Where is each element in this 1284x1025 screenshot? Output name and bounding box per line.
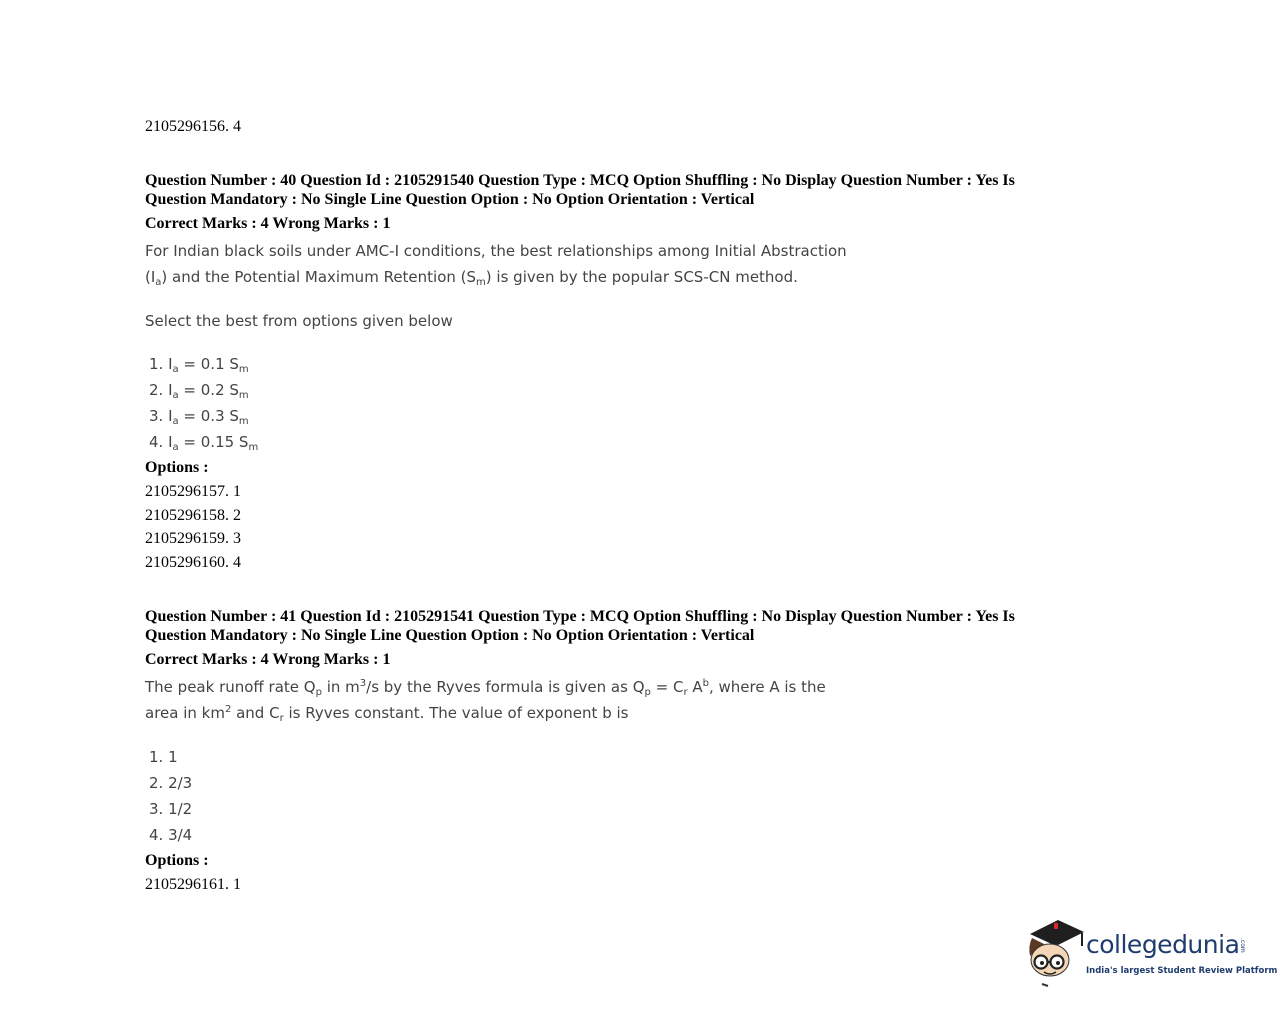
- q41-choice-1: 1. 1: [149, 748, 178, 766]
- mascot-icon: [1024, 916, 1084, 992]
- q41-option-1: 2105296161. 1: [145, 876, 241, 893]
- q40-option-3: 2105296159. 3: [145, 530, 241, 547]
- q40-option-4: 2105296160. 4: [145, 554, 241, 571]
- q41-header-line1: Question Number : 41 Question Id : 2105291541 Question Type : MCQ Option Shuffling : No Display Question Number : Yes Is: [145, 608, 1015, 625]
- q41-text-line2: area in $km^2$ and $C_r$ is Ryves constant. The value of exponent b is: [145, 704, 629, 724]
- q40-choice-4: 4. $I_a = 0.15$ $S_m$: [149, 433, 259, 453]
- q40-options-label: Options :: [145, 459, 209, 476]
- q40-text-line2: $(I_a)$ and the Potential Maximum Retention $(S_m)$ is given by the popular SCS-CN method.: [145, 268, 798, 288]
- logo-dotcom: .com: [1239, 938, 1246, 953]
- q41-text-line1: The peak runoff rate $Q_p$ in $m^3/s$ by the Ryves formula is given as $Q_p = C_r$ $A^b$, where A is the: [145, 678, 826, 698]
- q41-choice-2: 2. 2/3: [149, 774, 193, 792]
- q40-select-instruction: Select the best from options given below: [145, 312, 453, 330]
- prev-option: 2105296156. 4: [145, 118, 241, 135]
- q40-option-1: 2105296157. 1: [145, 483, 241, 500]
- q40-choice-1: 1. $I_a = 0.1$ $S_m$: [149, 355, 249, 375]
- q41-marks: Correct Marks : 4 Wrong Marks : 1: [145, 651, 391, 668]
- logo-tagline: India's largest Student Review Platform: [1086, 966, 1278, 976]
- logo-wordmark: collegedunia: [1086, 930, 1240, 959]
- q41-choice-4: 4. 3/4: [149, 826, 193, 844]
- q40-option-2: 2105296158. 2: [145, 507, 241, 524]
- q40-marks: Correct Marks : 4 Wrong Marks : 1: [145, 215, 391, 232]
- q41-choice-3: 3. 1/2: [149, 800, 193, 818]
- q41-options-label: Options :: [145, 852, 209, 869]
- collegedunia-logo: [1024, 916, 1278, 992]
- q40-choice-3: 3. $I_a = 0.3$ $S_m$: [149, 407, 249, 427]
- q40-text-line1: For Indian black soils under AMC-I conditions, the best relationships among Initial Abstraction: [145, 242, 847, 260]
- q41-header-line2: Question Mandatory : No Single Line Question Option : No Option Orientation : Vertical: [145, 627, 755, 644]
- q40-header-line1: Question Number : 40 Question Id : 2105291540 Question Type : MCQ Option Shuffling : No Display Question Number : Yes Is: [145, 172, 1015, 189]
- q40-header-line2: Question Mandatory : No Single Line Question Option : No Option Orientation : Vertical: [145, 191, 755, 208]
- q40-choice-2: 2. $I_a = 0.2$ $S_m$: [149, 381, 249, 401]
